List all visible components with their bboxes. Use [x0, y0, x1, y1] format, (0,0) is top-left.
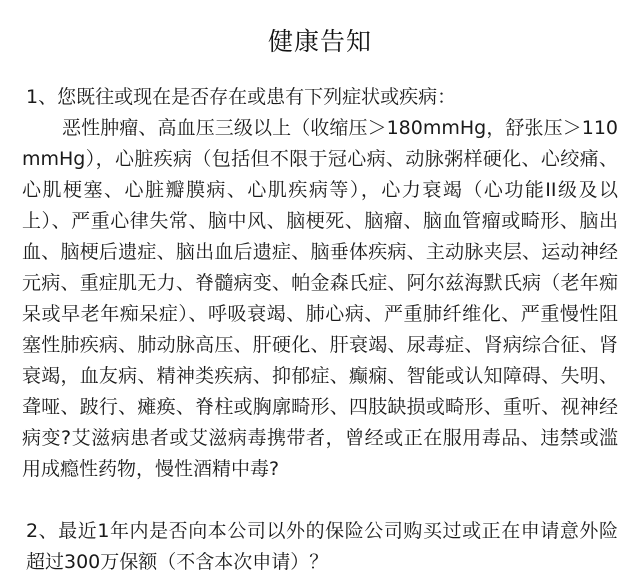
question-1	[22, 82, 618, 485]
question-2	[22, 516, 618, 578]
question-2-text: 2、最近1年内是否向本公司以外的保险公司购买过或正在申请意外险超过300万保额（不含本次申请）？	[26, 520, 618, 573]
page-title: 健康告知	[267, 27, 372, 56]
question-1-heading: 1、您既往或现在是否存在或患有下列症状或疾病：	[26, 86, 457, 108]
question-1-body: 恶性肿瘤、高血压三级以上（收缩压＞180mmHg，舒张压＞110mmHg），心脏疾病（包括但不限于冠心病、动脉粥样硬化、心绞痛、心肌梗塞、心脏瓣膜病、心肌疾病等），心力衰竭（心功能II级及以上）、严重心律失常、脑中风、脑梗死、脑瘤、脑血管瘤或畸形、脑出血、脑梗后遗症、脑出血后遗症、脑垂体疾病、主动脉夹层、运动神经元病、重症肌无力、脊髓病变、帕金森氏症、阿尔兹海默氏病（老年痴呆或早老年痴呆症）、呼吸衰竭、肺心病、严重肺纤维化、严重慢性阻塞性肺疾病、肺动脉高压、肝硬化、肝衰竭、尿毒症、肾病综合征、肾衰竭，血友病、精神类疾病、抑郁症、癫痫、智能或认知障碍、失明、聋哑、跛行、瘫痪、脊柱或胸廓畸形、四肢缺损或畸形、重听、视神经病变?艾滋病患者或艾滋病毒携带者，曾经或正在服用毒品、违禁或滥用成瘾性药物，慢性酒精中毒?	[22, 117, 618, 480]
